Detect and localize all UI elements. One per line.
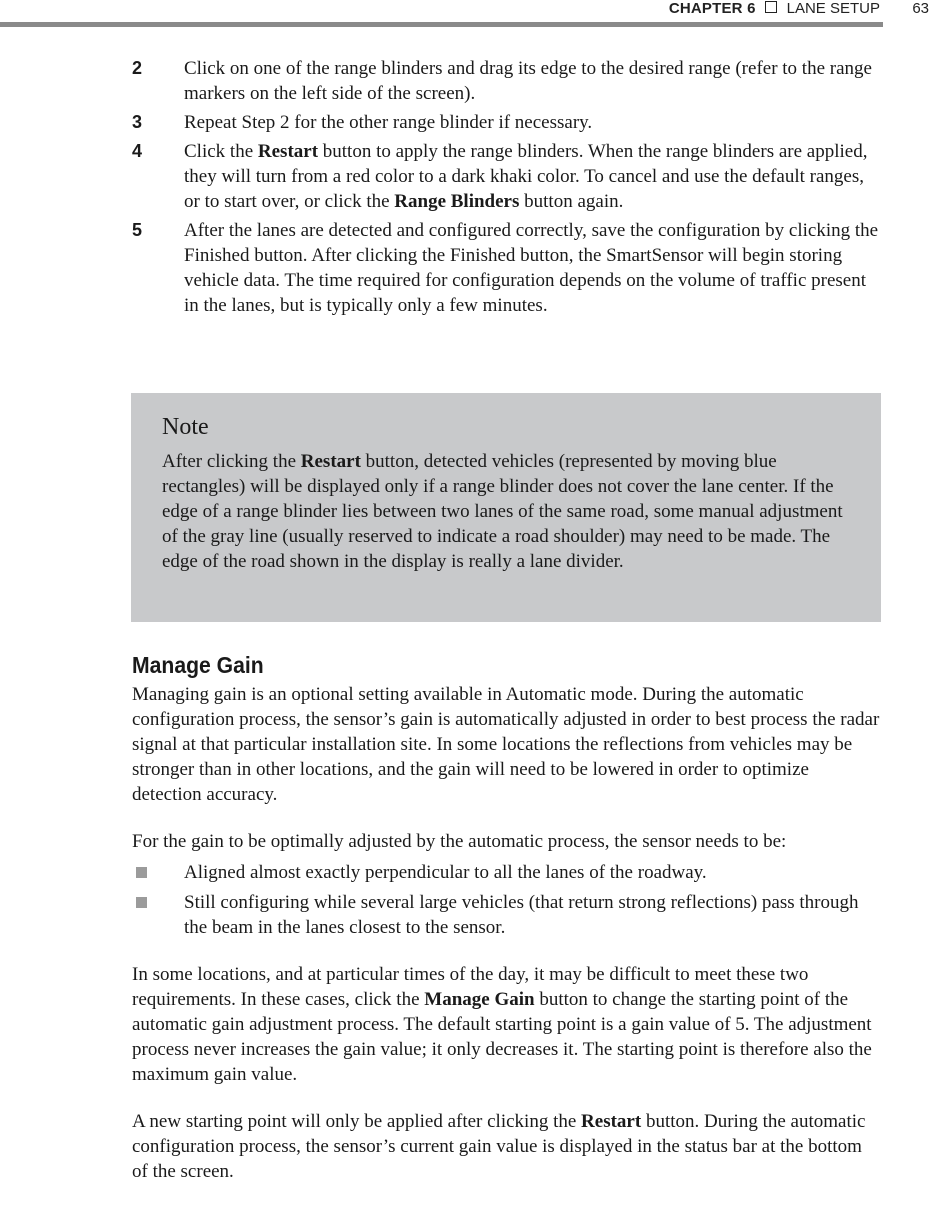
paragraph: Managing gain is an optional setting available in Automatic mode. During the automatic configuration process, the sensor’s gain is automatically adjusted in order to best process the radar signal at that particular installation site. In some locations the reflections from vehicles may be stronger than in other locations, and the gain will need to be lowered in order to optimize detection accuracy. [132, 684, 880, 805]
list-item [132, 890, 882, 940]
step-text [184, 141, 867, 212]
list-item [132, 860, 882, 885]
note-body [162, 449, 861, 574]
step-number: 2 [132, 58, 143, 78]
restart-term: Restart [257, 141, 319, 162]
requirement-list [132, 860, 882, 940]
section-label: LANE SETUP [786, 0, 880, 17]
paragraph-part: A new starting point will only be applied after clicking the [132, 1111, 582, 1132]
manage-gain-section [132, 650, 882, 1206]
paragraph [132, 962, 882, 1087]
step-item [132, 139, 882, 214]
note-text-part: After clicking the [162, 451, 301, 472]
step-number: 4 [132, 141, 143, 161]
step-text-part: button to apply the range blinders. When the range blinders are applied, they will turn from a red color to a dark khaki color. To cancel and use the default ranges, or to start over, or click the [184, 141, 868, 212]
bullet-square-icon [136, 867, 147, 878]
step-text: Repeat Step 2 for the other range blinder if necessary. [184, 112, 593, 133]
manage-gain-term: Manage Gain [424, 989, 535, 1010]
page-number: 63 [912, 0, 929, 17]
restart-term: Restart [300, 451, 361, 472]
note-box [131, 393, 881, 622]
step-number: 3 [132, 112, 143, 132]
note-text-part: button, detected vehicles (represented by moving blue rectangles) will be displayed only if a range blinder does not cover the lane center. If the edge of a range blinder lies between two lanes of the same road, some manual adjustment of the gray line (usually reserved to indicate a road shoulder) may need to be made. The edge of the road shown in the display is really a lane divider. [162, 451, 843, 572]
bullet-square-icon [136, 897, 147, 908]
step-item [132, 218, 882, 318]
paragraph-part: In some locations, and at particular times of the day, it may be difficult to meet these two requirements. In these cases, click the [132, 964, 809, 1010]
list-item-text: Aligned almost exactly perpendicular to all the lanes of the roadway. [184, 862, 707, 883]
paragraph-part: button to change the starting point of the automatic gain adjustment process. The default starting point is a gain value of 5. The adjustment process never increases the gain value; it only decreases it. The starting point is therefore also the maximum gain value. [132, 989, 872, 1085]
range-blinders-term: Range Blinders [394, 191, 520, 212]
separator-box-icon [765, 1, 777, 13]
paragraph: For the gain to be optimally adjusted by the automatic process, the sensor needs to be: [132, 831, 787, 852]
running-header [669, 0, 880, 18]
chapter-label: CHAPTER 6 [668, 0, 756, 17]
list-item-text: Still configuring while several large vehicles (that return strong reflections) pass through the beam in the lanes closest to the sensor. [184, 892, 859, 938]
step-item [132, 110, 882, 135]
paragraph [132, 1109, 882, 1184]
step-number: 5 [132, 220, 143, 240]
header-rule [0, 22, 883, 27]
page-header [0, 0, 932, 30]
step-list [132, 56, 882, 322]
step-text: After the lanes are detected and configured correctly, save the configuration by clicking the Finished button. After clicking the Finished button, the SmartSensor will begin storing vehicle data. The time required for configuration depends on the volume of traffic present in the lanes, but is typically only a few minutes. [184, 220, 879, 316]
section-heading: Manage Gain [132, 652, 264, 678]
step-text-part: button again. [519, 191, 624, 212]
step-item [132, 56, 882, 106]
restart-term: Restart [581, 1111, 642, 1132]
step-text-part: Click the [184, 141, 258, 162]
step-text: Click on one of the range blinders and drag its edge to the desired range (refer to the range markers on the left side of the screen). [184, 58, 872, 104]
note-title: Note [162, 414, 209, 440]
paragraph-part: button. During the automatic configuration process, the sensor’s current gain value is displayed in the status bar at the bottom of the screen. [132, 1111, 866, 1182]
